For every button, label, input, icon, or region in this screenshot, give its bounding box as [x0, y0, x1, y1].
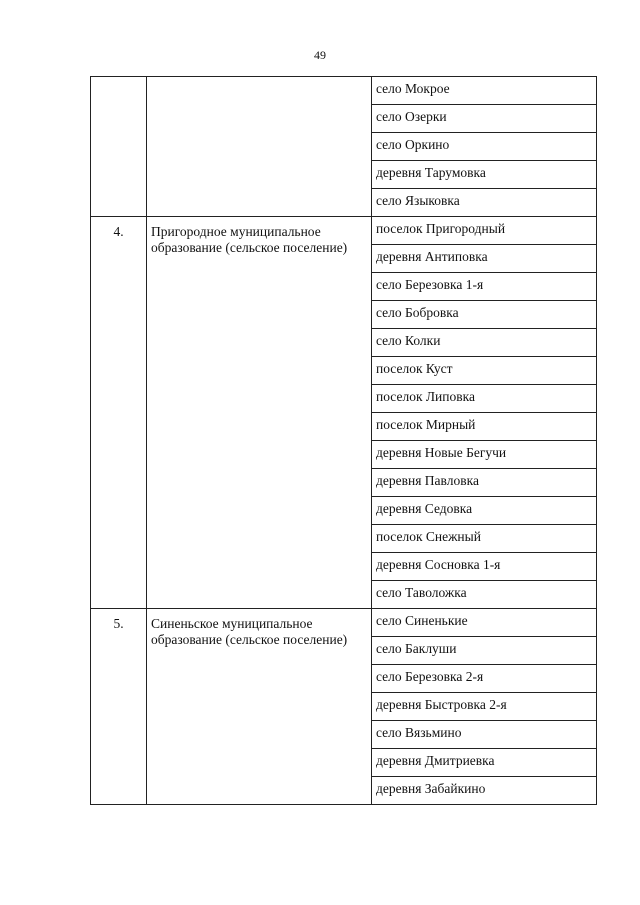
settlement-name: деревня Быстровка 2-я	[372, 693, 597, 721]
municipality-name: Синеньское муниципальное образование (сельское поселение)	[147, 609, 372, 805]
settlement-name: поселок Пригородный	[372, 217, 597, 245]
settlement-name: поселок Мирный	[372, 413, 597, 441]
group-number: 4.	[91, 217, 147, 609]
table-row	[91, 217, 597, 245]
settlement-name: поселок Снежный	[372, 525, 597, 553]
settlements-table	[90, 76, 597, 805]
settlement-name: деревня Тарумовка	[372, 161, 597, 189]
settlement-name: село Баклуши	[372, 637, 597, 665]
settlement-name: деревня Антиповка	[372, 245, 597, 273]
settlement-name: деревня Дмитриевка	[372, 749, 597, 777]
settlement-name: село Синенькие	[372, 609, 597, 637]
settlement-name: деревня Забайкино	[372, 777, 597, 805]
group-number	[91, 77, 147, 217]
settlement-name: село Вязьмино	[372, 721, 597, 749]
table-body	[91, 77, 597, 805]
settlement-name: деревня Павловка	[372, 469, 597, 497]
settlement-name: село Оркино	[372, 133, 597, 161]
settlement-name: село Языковка	[372, 189, 597, 217]
settlement-name: село Озерки	[372, 105, 597, 133]
settlement-name: деревня Сосновка 1-я	[372, 553, 597, 581]
settlement-name: село Мокрое	[372, 77, 597, 105]
table-row	[91, 609, 597, 637]
group-number: 5.	[91, 609, 147, 805]
settlement-name: деревня Седовка	[372, 497, 597, 525]
settlement-name: поселок Куст	[372, 357, 597, 385]
settlement-name: деревня Новые Бегучи	[372, 441, 597, 469]
settlement-name: село Бобровка	[372, 301, 597, 329]
municipality-name: Пригородное муниципальное образование (сельское поселение)	[147, 217, 372, 609]
settlement-name: село Таволожка	[372, 581, 597, 609]
municipality-name	[147, 77, 372, 217]
settlement-name: село Колки	[372, 329, 597, 357]
settlement-name: село Березовка 2-я	[372, 665, 597, 693]
table-row	[91, 77, 597, 105]
page-number: 49	[314, 48, 326, 62]
settlement-name: поселок Липовка	[372, 385, 597, 413]
settlement-name: село Березовка 1-я	[372, 273, 597, 301]
